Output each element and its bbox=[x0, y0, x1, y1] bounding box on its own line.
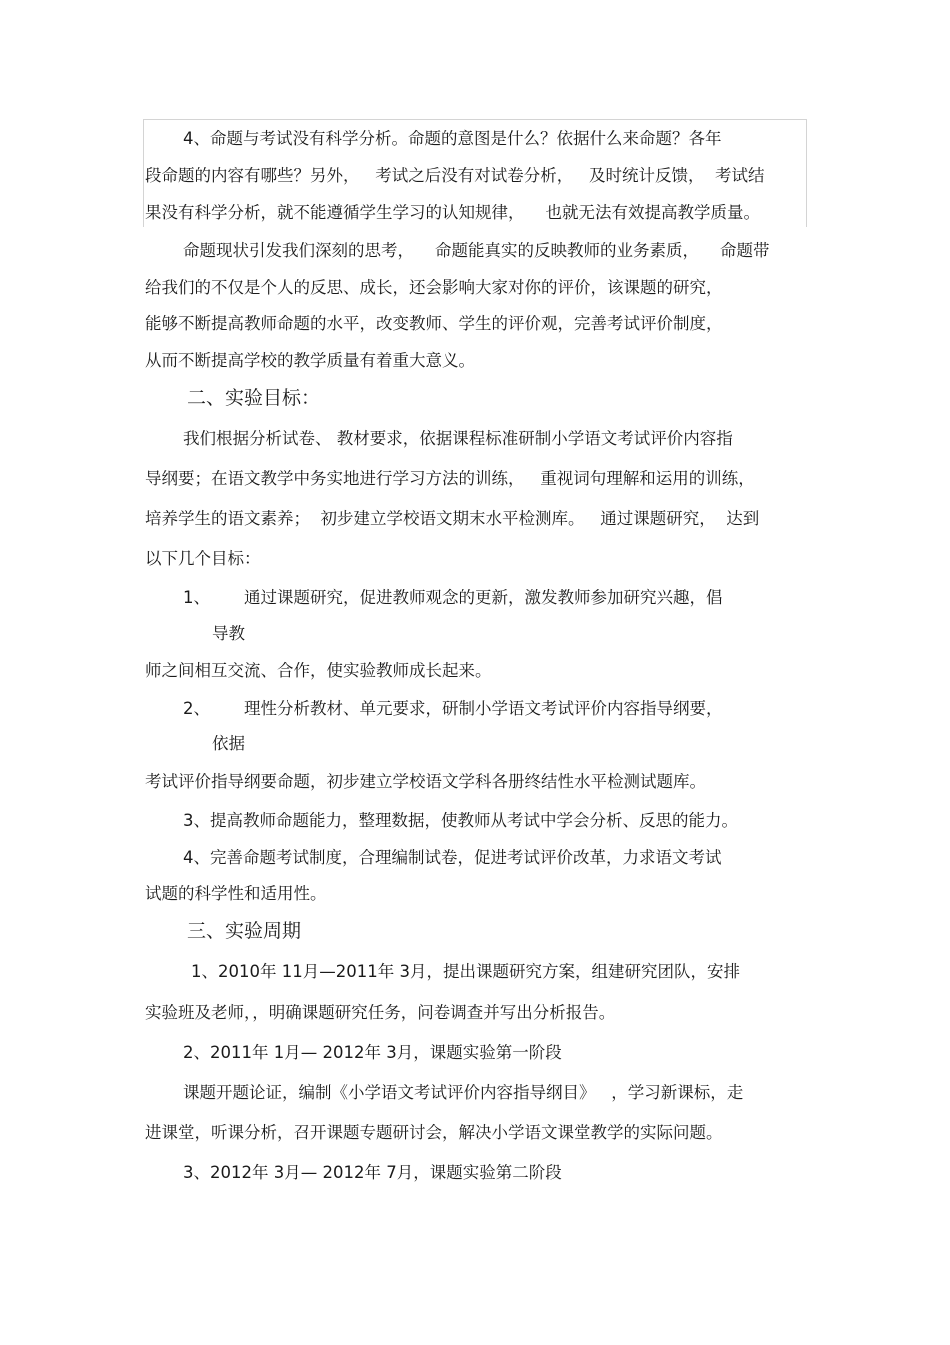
goal2-number: 2、 bbox=[183, 699, 210, 718]
goal1-line3: 师之间相互交流、合作，使实验教师成长起来。 bbox=[145, 661, 492, 680]
goal4-line1: 4、完善命题考试制度，合理编制试卷，促进考试评价改革，力求语文考试 bbox=[183, 848, 722, 867]
section-heading-period: 三、实验周期 bbox=[187, 920, 302, 942]
para1-line2: 段命题的内容有哪些？另外， 考试之后没有对试卷分析， 及时统计反馈， 考试结 bbox=[145, 166, 765, 185]
para2-line2: 给我们的不仅是个人的反思、成长，还会影响大家对你的评价，该课题的研究， bbox=[145, 278, 723, 297]
goal2-line1: 理性分析教材、单元要求，研制小学语文考试评价内容指导纲要， bbox=[244, 699, 723, 718]
goal2-line2: 依据 bbox=[212, 734, 245, 753]
para2-line4: 从而不断提高学校的教学质量有着重大意义。 bbox=[145, 351, 475, 370]
para3-line2: 导纲要；在语文教学中务实地进行学习方法的训练， 重视词句理解和运用的训练， bbox=[145, 469, 755, 488]
period1-line2: 实验班及老师，，明确课题研究任务，问卷调查并写出分析报告。 bbox=[145, 1003, 616, 1022]
para2-line1: 命题现状引发我们深刻的思考， 命题能真实的反映教师的业务素质， 命题带 bbox=[183, 241, 770, 260]
goal3-line: 3、提高教师命题能力，整理数据，使教师从考试中学会分析、反思的能力。 bbox=[183, 811, 738, 830]
period2-line2: 进课堂，听课分析，召开课题专题研讨会，解决小学语文课堂教学的实际问题。 bbox=[145, 1123, 723, 1142]
period1-line1: 1、2010年 11月—2011年 3月，提出课题研究方案，组建研究团队，安排 bbox=[191, 962, 740, 981]
para1-line3: 果没有科学分析，就不能遵循学生学习的认知规律， 也就无法有效提高教学质量。 bbox=[145, 203, 760, 222]
period3-title: 3、2012年 3月— 2012年 7月，课题实验第二阶段 bbox=[183, 1163, 562, 1182]
para3-line1: 我们根据分析试卷、 教材要求，依据课程标准研制小学语文考试评价内容指 bbox=[183, 429, 733, 448]
section-heading-goals: 二、实验目标： bbox=[187, 387, 321, 409]
para1-line1: 4、命题与考试没有科学分析。命题的意图是什么？依据什么来命题？各年 bbox=[183, 129, 722, 148]
para2-line3: 能够不断提高教师命题的水平，改变教师、学生的评价观，完善考试评价制度， bbox=[145, 314, 723, 333]
goal2-line3: 考试评价指导纲要命题，初步建立学校语文学科各册终结性水平检测试题库。 bbox=[145, 772, 706, 791]
period2-line1: 课题开题论证，编制《小学语文考试评价内容指导纲目》 ，学习新课标，走 bbox=[183, 1083, 744, 1102]
goal1-line1: 通过课题研究，促进教师观念的更新，激发教师参加研究兴趣，倡 bbox=[244, 588, 723, 607]
goal4-line2: 试题的科学性和适用性。 bbox=[145, 884, 327, 903]
para3-line4: 以下几个目标： bbox=[145, 549, 261, 568]
period2-title: 2、2011年 1月— 2012年 3月，课题实验第一阶段 bbox=[183, 1043, 562, 1062]
para3-line3: 培养学生的语文素养； 初步建立学校语文期末水平检测库。 通过课题研究， 达到 bbox=[145, 509, 760, 528]
goal1-number: 1、 bbox=[183, 588, 210, 607]
goal1-line2: 导教 bbox=[212, 624, 245, 643]
